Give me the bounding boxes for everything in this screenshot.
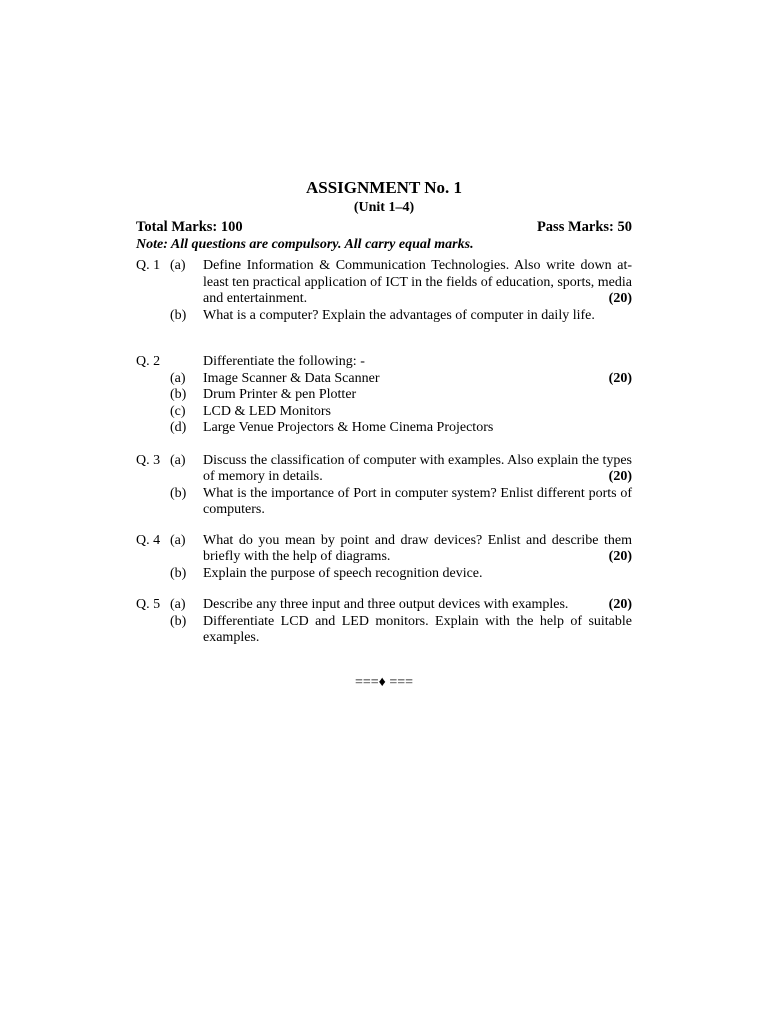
part-text: and entertainment.: [203, 291, 308, 306]
question-number: Q. 2: [136, 354, 161, 369]
part-text: Large Venue Projectors & Home Cinema Projectors: [203, 420, 494, 435]
part-line: [203, 469, 632, 486]
question-number: Q. 4: [136, 532, 161, 548]
part-text: Image Scanner & Data Scanner: [203, 370, 380, 386]
part-label: (d): [170, 420, 187, 435]
part-label: (a): [170, 370, 186, 386]
part-text: What do you mean by point and draw devices? Enlist and describe them: [203, 532, 632, 548]
part-text: Define Information & Communication Technologies. Also write down at-: [203, 258, 632, 273]
part-text: Explain the purpose of speech recognition device.: [203, 565, 483, 581]
part-label: (b): [170, 307, 187, 323]
end-separator: ===♦ ===: [354, 675, 414, 690]
total-marks: Total Marks: 100: [136, 219, 243, 235]
marks-label: (20): [608, 370, 632, 386]
part-text: Describe any three input and three output devices with examples.: [203, 597, 569, 612]
part-label: (b): [170, 485, 187, 501]
part-line: [203, 291, 632, 308]
marks-label: (20): [608, 291, 632, 306]
instructions-note: Note: All questions are compulsory. All carry equal marks.: [136, 237, 474, 252]
question-number: Q. 3: [136, 452, 161, 468]
question-block: [136, 354, 632, 437]
part-label: (b): [170, 613, 187, 629]
part-text: least ten practical application of ICT in the fields of education, sports, media: [203, 274, 632, 290]
marks-label: (20): [608, 549, 632, 564]
marks-label: (20): [608, 469, 632, 484]
question-number: Q. 5: [136, 597, 161, 612]
page-title: ASSIGNMENT No. 1: [305, 178, 463, 197]
question-block: [136, 597, 632, 647]
part-label: (a): [170, 532, 186, 548]
part-text: What is a computer? Explain the advantages of computer in daily life.: [203, 307, 595, 323]
question-block: [136, 258, 632, 324]
part-text: examples.: [203, 630, 260, 645]
part-line: [203, 371, 632, 388]
marks-row: [136, 218, 632, 236]
part-text: briefly with the help of diagrams.: [203, 549, 391, 564]
part-label: (b): [170, 565, 187, 581]
part-text: Drum Printer & pen Plotter: [203, 387, 357, 402]
assignment-sheet: [136, 178, 632, 647]
pass-marks: Pass Marks: 50: [536, 219, 632, 235]
part-text: What is the importance of Port in computer system? Enlist different ports of: [203, 485, 632, 501]
part-text: Discuss the classification of computer with examples. Also explain the types: [203, 452, 632, 468]
part-label: (a): [170, 258, 186, 273]
part-text: computers.: [203, 502, 265, 517]
part-text: Differentiate LCD and LED monitors. Explain with the help of suitable: [203, 613, 632, 629]
unit-range: (Unit 1–4): [353, 200, 415, 215]
part-text: LCD & LED Monitors: [203, 403, 331, 419]
part-line: [203, 597, 632, 614]
part-label: (a): [170, 452, 186, 468]
part-label: (c): [170, 403, 186, 419]
question-number: Q. 1: [136, 258, 161, 273]
question-block: [136, 533, 632, 583]
part-label: (b): [170, 387, 187, 402]
questions-list: [136, 258, 632, 647]
part-text: of memory in details.: [203, 469, 323, 484]
marks-label: (20): [608, 597, 632, 612]
question-intro: Differentiate the following: -: [203, 354, 365, 369]
part-label: (a): [170, 597, 186, 612]
question-block: [136, 453, 632, 519]
part-line: [203, 549, 632, 566]
